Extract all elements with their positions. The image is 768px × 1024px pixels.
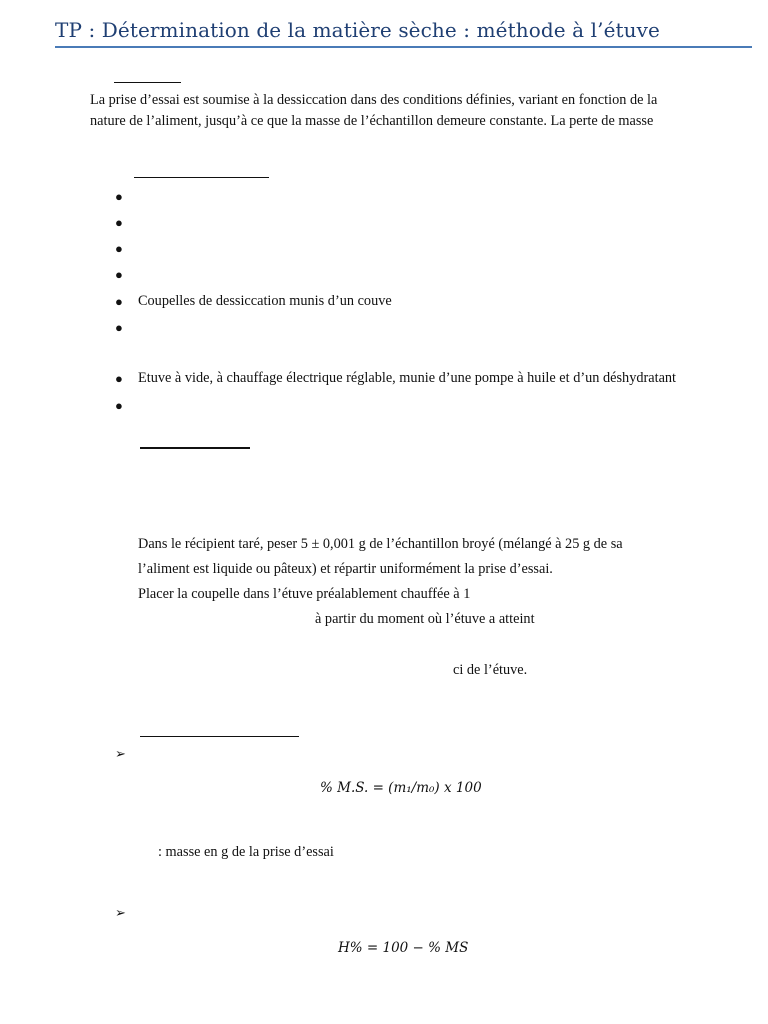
bullet-icon: ●: [115, 215, 123, 230]
section-heading-underline: [134, 177, 269, 178]
section-heading-underline: [114, 82, 181, 83]
procedure-line-5: ci de l’étuve.: [453, 662, 528, 678]
section-heading-underline: [140, 447, 250, 449]
arrow-bullet-icon: ➢: [115, 746, 126, 761]
formula-dry-matter: % M.S. = (m₁/m₀) x 100: [320, 780, 482, 796]
procedure-line-3: Placer la coupelle dans l’étuve préalablement chauffée à 1: [138, 586, 471, 602]
bullet-icon: ●: [115, 189, 123, 204]
formula-humidity: H% = 100 − % MS: [338, 940, 469, 956]
bullet-icon: ●: [115, 241, 123, 256]
arrow-bullet-icon: ➢: [115, 905, 126, 920]
variable-definition: : masse en g de la prise d’essai: [158, 844, 334, 860]
principe-line-2: nature de l’aliment, jusqu’à ce que la masse de l’échantillon demeure constante. La perte de masse: [90, 113, 654, 129]
procedure-line-4: à partir du moment où l’étuve a atteint: [315, 611, 535, 627]
page-title: TP : Détermination de la matière sèche : méthode à l’étuve: [55, 18, 660, 42]
bullet-icon: ●: [115, 294, 123, 309]
bullet-icon: ●: [115, 267, 123, 282]
list-item: Coupelles de dessiccation munis d’un couve: [138, 293, 392, 309]
procedure-line-1: Dans le récipient taré, peser 5 ± 0,001 g de l’échantillon broyé (mélangé à 25 g de sa: [138, 536, 623, 552]
list-item: Etuve à vide, à chauffage électrique réglable, munie d’une pompe à huile et d’un déshydratant: [138, 370, 677, 386]
section-heading-underline: [140, 736, 299, 737]
title-underline: [55, 46, 752, 48]
bullet-icon: ●: [115, 371, 123, 386]
principe-line-1: La prise d’essai est soumise à la dessiccation dans des conditions définies, variant en fonction de la: [90, 92, 658, 108]
bullet-icon: ●: [115, 320, 123, 335]
bullet-icon: ●: [115, 398, 123, 413]
procedure-line-2: l’aliment est liquide ou pâteux) et répartir uniformément la prise d’essai.: [138, 561, 553, 577]
